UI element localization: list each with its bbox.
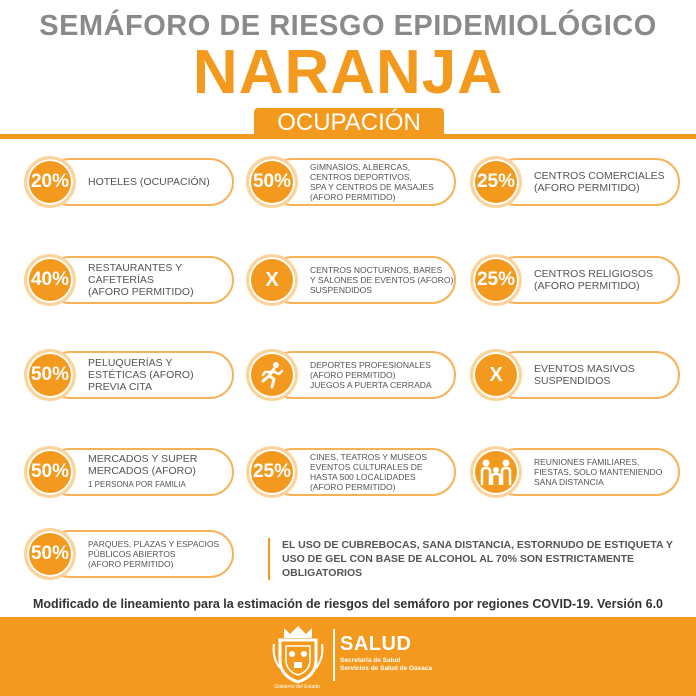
- card-line: CINES, TEATROS Y MUSEOS: [310, 452, 427, 462]
- card-line: CENTROS NOCTURNOS, BARES: [310, 265, 443, 275]
- card-line: (AFORO PERMITIDO): [88, 286, 194, 298]
- card-label: [534, 349, 682, 401]
- card-line: JUEGOS A PUERTA CERRADA: [310, 380, 432, 390]
- card-line: SPA Y CENTROS DE MASAJES: [310, 182, 434, 192]
- card-badge: 50%: [24, 528, 76, 580]
- footer-bar: [0, 617, 696, 696]
- card-label: [88, 254, 236, 306]
- state-seal-icon: [270, 624, 326, 684]
- footer-divider: [333, 629, 335, 681]
- card-line: (AFORO PERMITIDO): [88, 559, 174, 569]
- card-badge: 25%: [470, 254, 522, 306]
- card-badge: X: [470, 349, 522, 401]
- card-peluquerias: [24, 349, 236, 401]
- card-line: FIESTAS, SOLO MANTENIENDO: [534, 467, 663, 477]
- card-centros-nocturnos: [246, 254, 458, 306]
- card-label: [310, 446, 458, 498]
- card-line: HOTELES (OCUPACIÓN): [88, 176, 210, 188]
- seal-caption: Gobierno del Estado: [274, 684, 320, 690]
- brand-subtitle-line: Secretaría de Salud: [340, 657, 401, 664]
- card-line: (AFORO PERMITIDO): [534, 182, 640, 194]
- card-reuniones: [470, 446, 682, 498]
- page-title: SEMÁFORO DE RIESGO EPIDEMIOLÓGICO: [39, 10, 657, 42]
- card-mercados: [24, 446, 236, 498]
- card-label: [310, 349, 458, 401]
- card-badge: 20%: [24, 156, 76, 208]
- card-label: [534, 446, 682, 498]
- card-line: 1 PERSONA POR FAMILIA: [88, 480, 186, 489]
- card-line: PREVIA CITA: [88, 381, 152, 393]
- card-badge: 40%: [24, 254, 76, 306]
- card-line: (AFORO PERMITIDO): [310, 192, 396, 202]
- card-badge: 50%: [246, 156, 298, 208]
- card-label: [534, 254, 682, 306]
- card-badge: 25%: [246, 446, 298, 498]
- card-label: [310, 254, 458, 306]
- card-line: RESTAURANTES Y: [88, 262, 183, 274]
- card-line: SANA DISTANCIA: [534, 477, 604, 487]
- card-line: CENTROS RELIGIOSOS: [534, 268, 654, 280]
- card-line: DEPORTES PROFESIONALES: [310, 360, 431, 370]
- card-label: [88, 349, 236, 401]
- card-badge: 50%: [24, 446, 76, 498]
- card-gimnasios: [246, 156, 458, 208]
- card-line: REUNIONES FAMILIARES,: [534, 457, 640, 467]
- risk-level: NARANJA: [192, 38, 504, 107]
- card-line: SUSPENDIDOS: [310, 285, 372, 295]
- card-label: [310, 156, 458, 208]
- card-line: (AFORO PERMITIDO): [310, 482, 396, 492]
- card-line: PARQUES, PLAZAS Y ESPACIOS: [88, 539, 220, 549]
- card-hoteles: [24, 156, 236, 208]
- card-centros-religiosos: [470, 254, 682, 306]
- card-line: (AFORO PERMITIDO): [310, 370, 396, 380]
- section-tag: OCUPACIÓN: [254, 108, 444, 138]
- card-line: HASTA 500 LOCALIDADES: [310, 472, 416, 482]
- card-label: [88, 446, 236, 498]
- brand-subtitle-line: Servicios de Salud de Oaxaca: [340, 665, 433, 672]
- card-line: EVENTOS MASIVOS: [534, 363, 635, 375]
- footnote: Modificado de lineamiento para la estimación de riesgos del semáforo por regiones COVID-19. Versión 6.0: [32, 597, 664, 611]
- card-line: CAFETERÍAS: [88, 274, 154, 286]
- brand-name: SALUD: [340, 633, 412, 655]
- card-cines: [246, 446, 458, 498]
- card-eventos-masivos: [470, 349, 682, 401]
- brand-subtitle: [340, 657, 432, 673]
- card-line: MERCADOS Y SUPER: [88, 453, 198, 465]
- card-line: EVENTOS CULTURALES DE: [310, 462, 423, 472]
- card-line: ESTÉTICAS (AFORO): [88, 369, 194, 381]
- runner-icon: [246, 349, 298, 401]
- card-label: [88, 528, 236, 580]
- card-label: [534, 156, 682, 208]
- card-deportes: [246, 349, 458, 401]
- card-line: (AFORO PERMITIDO): [534, 280, 640, 292]
- mandatory-measures-notice: EL USO DE CUBREBOCAS, SANA DISTANCIA, ESTORNUDO DE ESTIQUETA Y USO DE GEL CON BASE DE ALCOHOL AL 70% SON ESTRICTAMENTE OBLIGATORIOS: [268, 538, 680, 580]
- card-badge: X: [246, 254, 298, 306]
- card-line: MERCADOS (AFORO): [88, 465, 196, 477]
- card-badge: 25%: [470, 156, 522, 208]
- card-line: PÚBLICOS ABIERTOS: [88, 549, 176, 559]
- card-line: GIMNASIOS, ALBERCAS,: [310, 162, 411, 172]
- card-line: PELUQUERÍAS Y: [88, 357, 173, 369]
- card-parques: [24, 528, 236, 580]
- card-line: CENTROS DEPORTIVOS,: [310, 172, 412, 182]
- card-line: CENTROS COMERCIALES: [534, 170, 665, 182]
- card-line: Y SALONES DE EVENTOS (AFORO): [310, 275, 454, 285]
- card-label: [88, 156, 236, 208]
- card-restaurantes: [24, 254, 236, 306]
- card-badge: 50%: [24, 349, 76, 401]
- card-line: SUSPENDIDOS: [534, 375, 611, 387]
- card-centros-comerciales: [470, 156, 682, 208]
- family-icon: [470, 446, 522, 498]
